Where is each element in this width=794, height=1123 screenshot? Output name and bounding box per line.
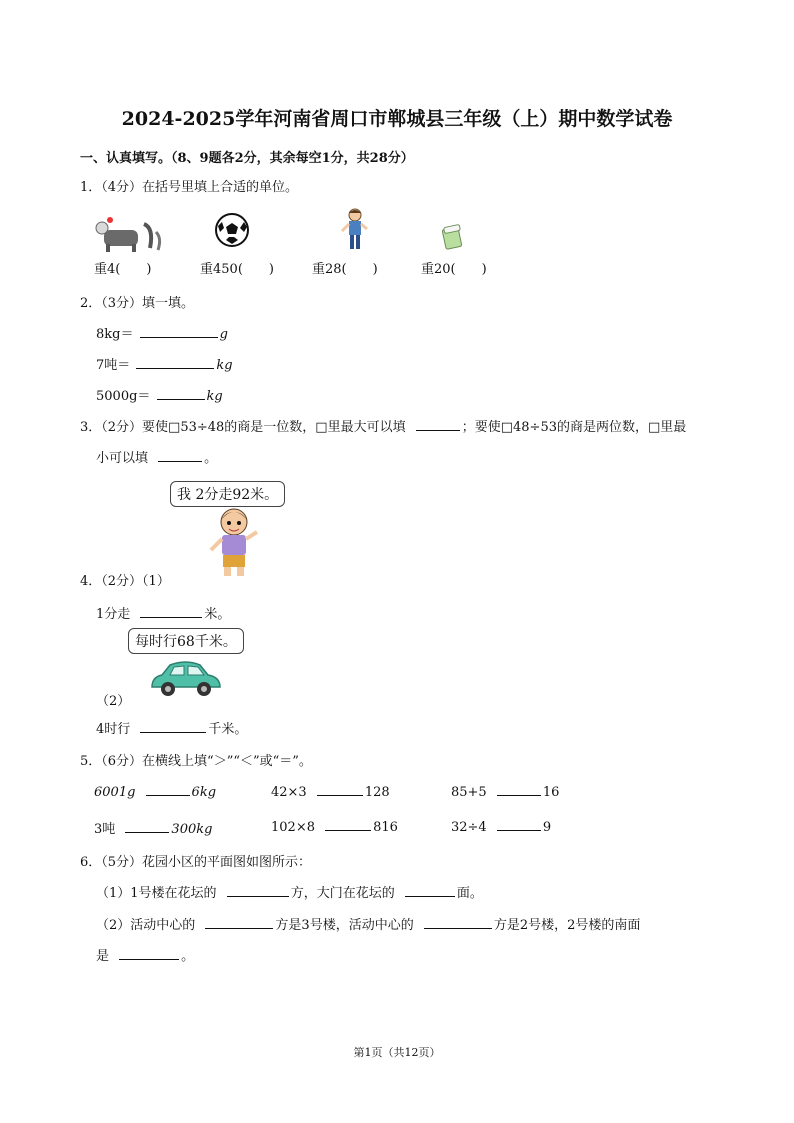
q4-line-2 <box>96 718 247 737</box>
answer-blank[interactable] <box>146 783 190 796</box>
answer-blank[interactable] <box>424 916 492 929</box>
compare-right: 300kg <box>171 822 213 837</box>
q4-line-1-suffix: 米。 <box>204 607 231 622</box>
animal-figure <box>92 214 164 252</box>
q2-line-3 <box>96 385 223 404</box>
compare-left: 6001g <box>94 785 136 800</box>
answer-blank[interactable] <box>416 418 460 431</box>
section-heading: 一、认真填写。（8、9题各2分，其余每空1分，共28分） <box>80 151 414 166</box>
speech-bubble-car: 每时行68千米。 <box>128 628 244 654</box>
compare-item <box>94 818 212 837</box>
compare-left: 102×8 <box>271 820 315 835</box>
answer-blank[interactable] <box>205 916 273 929</box>
q6-line-3-a: 是 <box>96 949 110 964</box>
q6-line-2-b: 方是3号楼，活动中心的 <box>275 918 414 933</box>
question-2-stem: 2．（3分）填一填。 <box>80 296 195 311</box>
q6-line-3 <box>96 945 194 964</box>
q4-sub-2-label: （2） <box>96 694 131 709</box>
q6-line-3-b: 。 <box>181 949 195 964</box>
compare-item <box>271 783 390 800</box>
answer-blank[interactable] <box>140 605 202 618</box>
question-4-stem: 4．（2分）（1） <box>80 574 170 589</box>
q6-line-2 <box>96 914 640 933</box>
compare-item <box>271 818 398 835</box>
q2-line-3-unit: kg <box>206 389 223 404</box>
question-5-stem: 5．（6分）在横线上填“＞”“＜”或“＝”。 <box>80 754 312 769</box>
compare-left: 32÷4 <box>451 820 487 835</box>
compare-item <box>94 783 216 800</box>
q4-line-1 <box>96 603 230 622</box>
answer-blank[interactable] <box>497 783 541 796</box>
compare-item <box>451 818 551 835</box>
q1-item-4: 重20( ) <box>421 262 487 277</box>
q2-line-2 <box>96 354 233 373</box>
q2-line-2-unit: kg <box>216 358 233 373</box>
question-6-stem: 6．（5分）花园小区的平面图如图所示： <box>80 855 312 870</box>
compare-right: 9 <box>542 820 552 835</box>
answer-blank[interactable] <box>119 947 179 960</box>
q3-part-1: 3．（2分）要使□53÷48的商是一位数，□里最大可以填 <box>80 420 406 435</box>
page-title: 2024-2025学年河南省周口市郸城县三年级（上）期中数学试卷 <box>121 108 673 130</box>
answer-blank[interactable] <box>405 884 455 897</box>
compare-right: 128 <box>364 785 390 800</box>
q1-item-3: 重28( ) <box>312 262 378 277</box>
compare-left: 3吨 <box>94 822 116 837</box>
q6-line-2-a: （2）活动中心的 <box>96 918 196 933</box>
q4-line-2-prefix: 4时行 <box>96 722 131 737</box>
answer-blank[interactable] <box>325 818 371 831</box>
car-image <box>148 657 224 699</box>
boy-figure <box>340 207 370 253</box>
q1-item-2: 重450( ) <box>200 262 274 277</box>
q3-part-2: ；要使□48÷53的商是两位数，□里最 <box>461 420 687 435</box>
q4-line-1-prefix: 1分走 <box>96 607 131 622</box>
answer-blank[interactable] <box>140 720 206 733</box>
answer-blank[interactable] <box>158 449 202 462</box>
answer-blank[interactable] <box>136 356 214 369</box>
compare-right: 6kg <box>191 785 217 800</box>
q3-part-3: 小可以填 <box>96 451 149 466</box>
q2-line-1 <box>96 323 228 342</box>
answer-blank[interactable] <box>317 783 363 796</box>
answer-blank[interactable] <box>125 820 169 833</box>
q3-part-4: 。 <box>204 451 218 466</box>
compare-right: 816 <box>373 820 398 835</box>
page-number: 第1页（共12页） <box>353 1046 441 1059</box>
q1-item-1: 重4( ) <box>94 262 152 277</box>
question-3-line-2 <box>96 447 217 466</box>
q6-line-1-c: 面。 <box>456 886 483 901</box>
compare-item <box>451 783 559 800</box>
q2-line-2-prefix: 7吨＝ <box>96 358 131 373</box>
eraser-image <box>440 220 466 252</box>
q2-line-3-prefix: 5000g＝ <box>96 389 151 404</box>
q4-line-2-suffix: 千米。 <box>208 722 248 737</box>
q6-line-1-b: 方，大门在花坛的 <box>290 886 395 901</box>
compare-left: 42×3 <box>271 785 307 800</box>
answer-blank[interactable] <box>497 818 541 831</box>
boy-speaking-figure <box>206 506 262 578</box>
speech-bubble-boy: 我 2分走92米。 <box>170 481 285 507</box>
question-3-line-1 <box>80 416 686 435</box>
q6-line-1-a: （1）1号楼在花坛的 <box>96 886 217 901</box>
compare-right: 16 <box>542 785 560 800</box>
q2-line-1-prefix: 8kg＝ <box>96 327 134 342</box>
q6-line-1 <box>96 882 483 901</box>
answer-blank[interactable] <box>140 325 218 338</box>
answer-blank[interactable] <box>157 387 205 400</box>
question-1-stem: 1．（4分）在括号里填上合适的单位。 <box>80 180 299 195</box>
soccer-ball-image <box>214 212 250 248</box>
q2-line-1-unit: g <box>219 327 228 342</box>
answer-blank[interactable] <box>227 884 289 897</box>
q6-line-2-c: 方是2号楼，2号楼的南面 <box>493 918 641 933</box>
compare-left: 85+5 <box>451 785 487 800</box>
